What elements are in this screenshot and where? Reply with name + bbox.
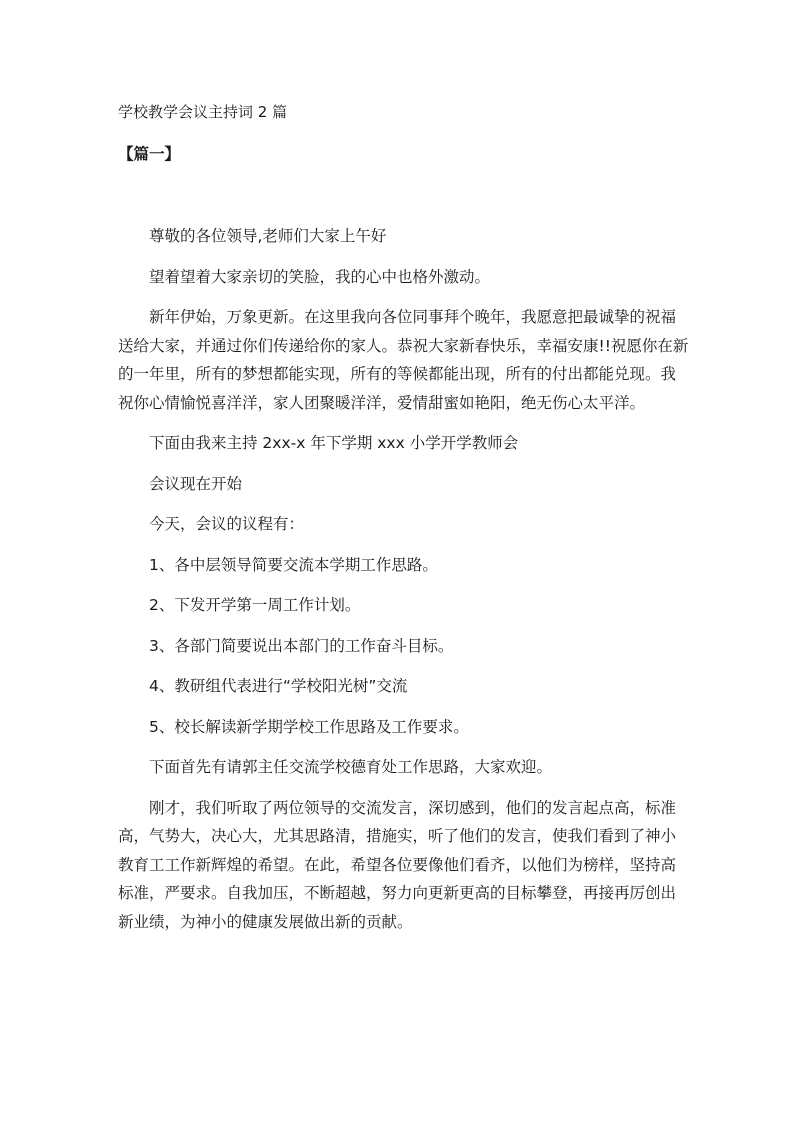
paragraph-host-intro: 下面由我来主持 2xx-x 年下学期 xxx 小学开学教师会 [149, 434, 519, 452]
paragraph-summary: 刚才，我们听取了两位领导的交流发言，深切感到，他们的发言起点高，标准高，气势大，决心大，尤其思路清，措施实，听了他们的发言，使我们看到了神小教育工工作新辉煌的希望。在此，希望各位要像他们看齐，以他们为榜样，坚持高标准，严要求。自我加压，不断超越，努力向更新更高的目标攀登，再接再厉创出新业绩，为神小的健康发展做出新的贡献。 [118, 798, 677, 931]
agenda-list [118, 551, 690, 742]
document-title: 学校教学会议主持词 2 篇 [118, 103, 288, 121]
paragraph-meeting-start: 会议现在开始 [149, 474, 243, 493]
paragraph-greeting: 尊敬的各位领导,老师们大家上午好 [149, 227, 387, 245]
paragraph-first-speaker: 下面首先有请郭主任交流学校德育处工作思路，大家欢迎。 [149, 758, 553, 776]
agenda-item: 3、各部门简要说出本部门的工作奋斗目标。 [149, 636, 454, 655]
agenda-item: 5、校长解读新学期学校工作思路及工作要求。 [149, 717, 469, 736]
paragraph-feeling: 望着望着大家亲切的笑脸，我的心中也格外激动。 [149, 267, 491, 286]
paragraph-agenda-intro: 今天，会议的议程有： [149, 515, 305, 533]
paragraph-new-year: 新年伊始，万象更新。在这里我向各位同事拜个晚年，我愿意把最诚挚的祝福送给大家，并通过你们传递给你的家人。恭祝大家新春快乐，幸福安康!!祝愿你在新的一年里，所有的梦想都能实现，所有的等候都能出现，所有的付出都能兑现。我祝你心情愉悦喜洋洋，家人团聚暖洋洋，爱情甜蜜如艳阳，绝无伤心太平洋。 [118, 308, 689, 412]
agenda-item: 4、教研组代表进行“学校阳光树”交流 [149, 677, 408, 695]
section-label: 【篇一】 [118, 145, 181, 163]
agenda-item: 2、下发开学第一周工作计划。 [149, 596, 361, 614]
agenda-item: 1、各中层领导简要交流本学期工作思路。 [149, 555, 438, 574]
document-body [118, 222, 690, 948]
